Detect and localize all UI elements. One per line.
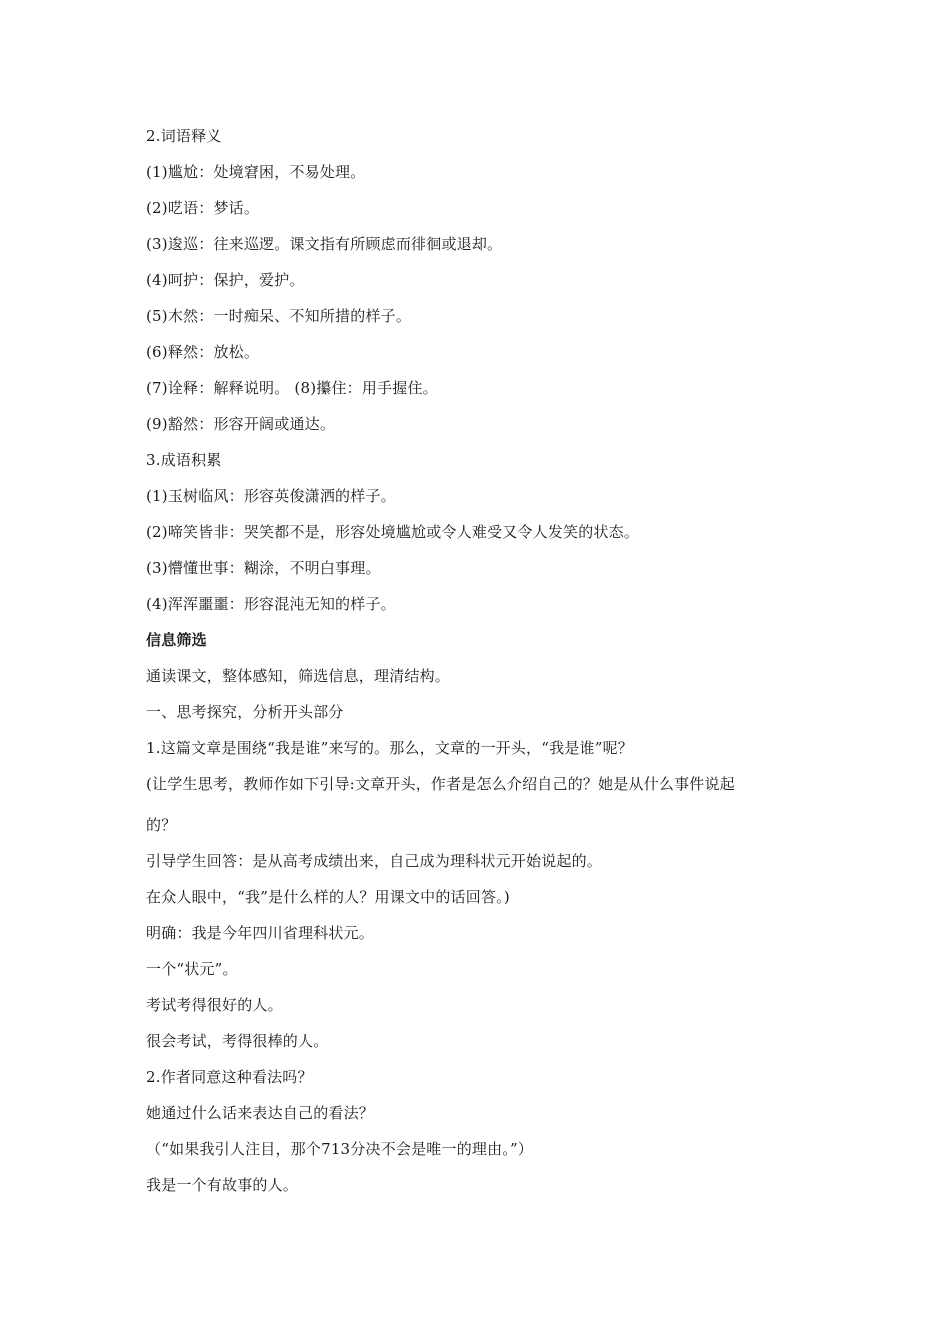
vocab-item: (6)释然：放松。 <box>146 343 260 361</box>
answer: 考试考得很好的人。 <box>146 996 283 1014</box>
vocab-item: (4)呵护：保护，爱护。 <box>146 271 305 289</box>
idiom-item: (4)浑浑噩噩：形容混沌无知的样子。 <box>146 595 396 613</box>
vocab-item: (2)呓语：梦话。 <box>146 199 260 217</box>
paragraph: 她通过什么话来表达自己的看法？ <box>146 1104 375 1122</box>
paragraph: 通读课文，整体感知，筛选信息，理清结构。 <box>146 667 451 685</box>
quote: （“如果我引人注目，那个713分决不会是唯一的理由。”） <box>146 1140 534 1158</box>
vocab-item: (3)逡巡：往来巡逻。课文指有所顾虑而徘徊或退却。 <box>146 235 503 253</box>
question: 1.这篇文章是围绕“我是谁”来写的。那么，文章的一开头，“我是谁”呢？ <box>146 739 633 757</box>
question: 2.作者同意这种看法吗？ <box>146 1068 313 1086</box>
paragraph: 的？ <box>146 816 177 834</box>
paragraph: 我是一个有故事的人。 <box>146 1176 299 1194</box>
vocab-item: (5)木然：一时痴呆、不知所措的样子。 <box>146 307 412 325</box>
vocab-item: (9)豁然：形容开阔或通达。 <box>146 415 336 433</box>
answer: 一个“状元”。 <box>146 960 238 978</box>
section-heading-vocabulary: 2.词语释义 <box>146 127 222 145</box>
section-heading-idioms: 3.成语积累 <box>146 451 222 469</box>
idiom-item: (2)啼笑皆非：哭笑都不是，形容处境尴尬或令人难受又令人发笑的状态。 <box>146 523 640 541</box>
answer: 很会考试，考得很棒的人。 <box>146 1032 329 1050</box>
vocab-item: (7)诠释：解释说明。 (8)攥住：用手握住。 <box>146 379 438 397</box>
idiom-item: (1)玉树临风：形容英俊潇洒的样子。 <box>146 487 396 505</box>
paragraph: 引导学生回答：是从高考成绩出来，自己成为理科状元开始说起的。 <box>146 852 603 870</box>
subsection-heading: 一、思考探究，分析开头部分 <box>146 703 344 721</box>
vocab-item: (1)尴尬：处境窘困，不易处理。 <box>146 163 366 181</box>
paragraph: (让学生思考，教师作如下引导:文章开头，作者是怎么介绍自己的？她是从什么事件说起 <box>146 775 735 793</box>
idiom-item: (3)懵懂世事：糊涂，不明白事理。 <box>146 559 381 577</box>
answer: 明确：我是今年四川省理科状元。 <box>146 924 375 942</box>
section-heading-info-screening: 信息筛选 <box>146 631 207 649</box>
paragraph: 在众人眼中，“我”是什么样的人？用课文中的话回答。) <box>146 888 510 906</box>
